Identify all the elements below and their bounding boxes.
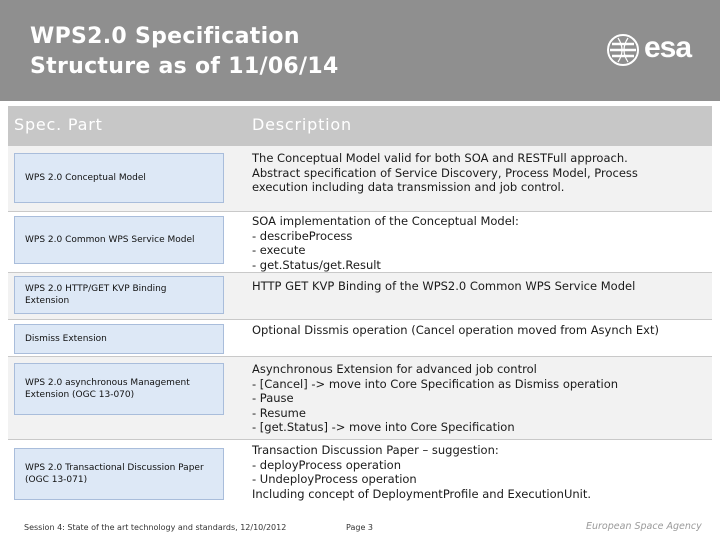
title-line-2: Structure as of 11/06/14 (30, 54, 339, 79)
slide-title (30, 22, 339, 82)
esa-globe-icon (606, 33, 640, 67)
spec-table (8, 106, 712, 512)
description-text: Asynchronous Extension for advanced job control - [Cancel] -> move into Core Specification as Dismiss operation - Pause - Resume - [get.Status] -> move into Core Specification (252, 362, 619, 434)
spec-part-box (14, 324, 224, 354)
footer-session: Session 4: State of the art technology and standards, 12/10/2012 (24, 523, 287, 532)
title-line-1: WPS2.0 Specification (30, 24, 300, 49)
spec-part-label: WPS 2.0 asynchronous Management Extension (OGC 13-070) (25, 378, 190, 400)
slide-header (0, 0, 720, 101)
description-text: Transaction Discussion Paper – suggestion: - deployProcess operation - UndeployProcess operation Including concept of DeploymentProfile and ExecutionUnit. (252, 443, 592, 501)
footer-page-number: Page 3 (346, 523, 373, 532)
column-header-description: Description (252, 115, 352, 134)
description-text: The Conceptual Model valid for both SOA and RESTFull approach. Abstract specification of Service Discovery, Process Model, Process execution including data transmission and job control. (252, 151, 638, 194)
table-row (8, 212, 712, 272)
spec-part-label: WPS 2.0 Common WPS Service Model (25, 235, 195, 245)
slide-footer (0, 516, 720, 540)
table-header (8, 106, 712, 146)
footer-agency: European Space Agency (586, 521, 702, 532)
spec-part-label: WPS 2.0 HTTP/GET KVP Binding Extension (25, 284, 167, 306)
spec-part-label: WPS 2.0 Conceptual Model (25, 173, 146, 183)
spec-part-box (14, 276, 224, 314)
table-row (8, 320, 712, 356)
esa-logo (606, 32, 706, 68)
column-header-spec-part: Spec. Part (14, 115, 103, 134)
description-text: Optional Dissmis operation (Cancel operation moved from Asynch Ext) (252, 323, 659, 337)
spec-part-box (14, 216, 224, 264)
esa-logo-text: esa (644, 31, 692, 64)
table-row (8, 440, 712, 512)
spec-part-box (14, 363, 224, 415)
table-row (8, 146, 712, 211)
table-row (8, 357, 712, 439)
spec-part-box (14, 448, 224, 500)
description-text: SOA implementation of the Conceptual Model: - describeProcess - execute - get.Status/get.Result (252, 214, 519, 272)
spec-part-label: Dismiss Extension (25, 334, 107, 344)
table-row (8, 273, 712, 319)
spec-part-label: WPS 2.0 Transactional Discussion Paper (OGC 13-071) (25, 463, 204, 485)
spec-part-box (14, 153, 224, 203)
description-text: HTTP GET KVP Binding of the WPS2.0 Common WPS Service Model (252, 279, 636, 293)
